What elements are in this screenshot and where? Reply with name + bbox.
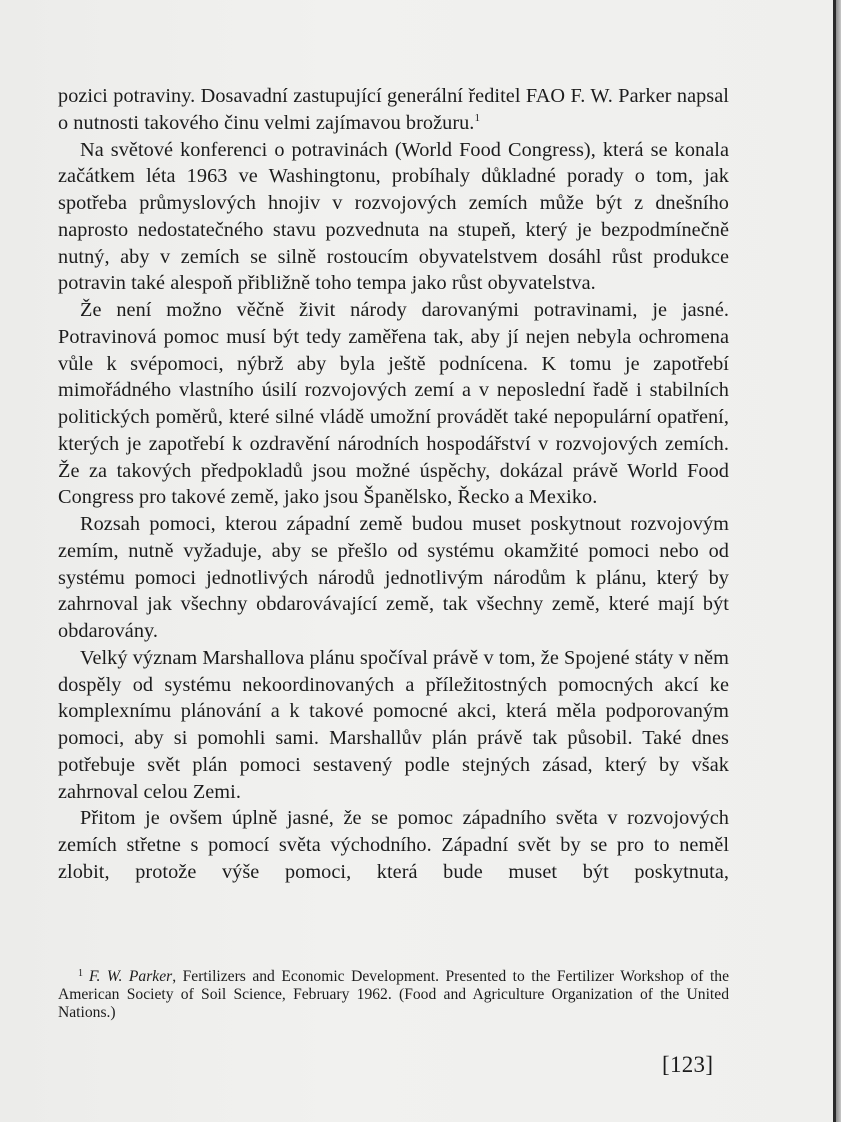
paragraph: [58, 297, 729, 511]
paragraph-text: Rozsah pomoci, kterou západní země budou muset poskytnout rozvojovým zemím, nutně vyžaduje, aby se přešlo od systému okamžité pomoci nebo od systému pomoci jednotlivých národů jednotlivým národům k plánu, který by zahrnoval jak všechny obdarovávající země, tak všechny země, které mají být obdarovány.: [58, 513, 729, 642]
page-number: [123]: [662, 1052, 714, 1077]
paragraph: [58, 83, 729, 137]
paragraph: [58, 645, 729, 806]
footnote-reference[interactable]: 1: [474, 111, 480, 124]
paragraph: [58, 805, 729, 885]
footnote-author: F. W. Parker: [89, 968, 173, 985]
paragraph-text: Na světové konferenci o potravinách (World Food Congress), která se konala začátkem léta 1963 ve Washingtonu, probíhaly důkladné porady o tom, jak spotřeba průmyslových hnojiv v rozvojových zemích může být z dnešního naprosto nedostatečného stavu pozvednuta na stupeň, který je bezpodmínečně nutný, aby v zemích se silně rostoucím obyvatelstvem dosáhl růst produkce potravin také alespoň přibližně toho tempa jako růst obyvatelstva.: [58, 138, 729, 295]
footnote-text: [58, 968, 729, 1022]
paragraph-text: Že není možno věčně živit národy darovanými potravinami, je jasné. Potravinová pomoc musí být tedy zaměřena tak, aby jí nejen nebyla ochromena vůle k svépomoci, nýbrž aby byla ještě podnícena. K tomu je zapotřebí mimořádného vlastního úsilí rozvojových zemí a v neposlední řadě i stabilních politických poměrů, které silné vládě umožní provádět také nepopulární opatření, kterých je zapotřebí k ozdravění národních hospodářství v rozvojových zemích. Že za takových předpokladů jsou možné úspěchy, dokázal právě World Food Congress pro takové země, jako jsou Španělsko, Řecko a Mexiko.: [58, 299, 729, 509]
footnote: [58, 968, 729, 1022]
footnote-mark: 1: [78, 968, 83, 979]
paragraph: [58, 511, 729, 645]
paragraph: [58, 137, 729, 298]
paragraph-text: pozici potraviny. Dosavadní zastupující generální ředitel FAO F. W. Parker napsal o nutnosti takového činu velmi zajímavou brožuru.: [58, 85, 729, 134]
body-text: [58, 83, 729, 886]
page-edge: [836, 0, 841, 1122]
paragraph-text: Přitom je ovšem úplně jasné, že se pomoc západního světa v rozvojových zemích střetne s pomocí světa východního. Západní svět by se pro to neměl zlobit, protože výše pomoci, která bude muset být poskytnuta,: [58, 807, 729, 883]
paragraph-text: Velký význam Marshallova plánu spočíval právě v tom, že Spojené státy v něm dospěly od systému nekoordinovaných a příležitostných pomocných akcí ke komplexnímu plánování a k takové pomocné akci, která měla podporovaným pomoci, aby si pomohli sami. Marshallův plán právě tak působil. Také dnes potřebuje svět plán pomoci sestavený podle stejných zásad, který by však zahrnoval celou Zemi.: [58, 646, 729, 803]
footnote-citation: , Fertilizers and Economic Development. Presented to the Fertilizer Workshop of the American Society of Soil Science, February 1962. (Food and Agriculture Organization of the United Nations.): [58, 968, 730, 1021]
